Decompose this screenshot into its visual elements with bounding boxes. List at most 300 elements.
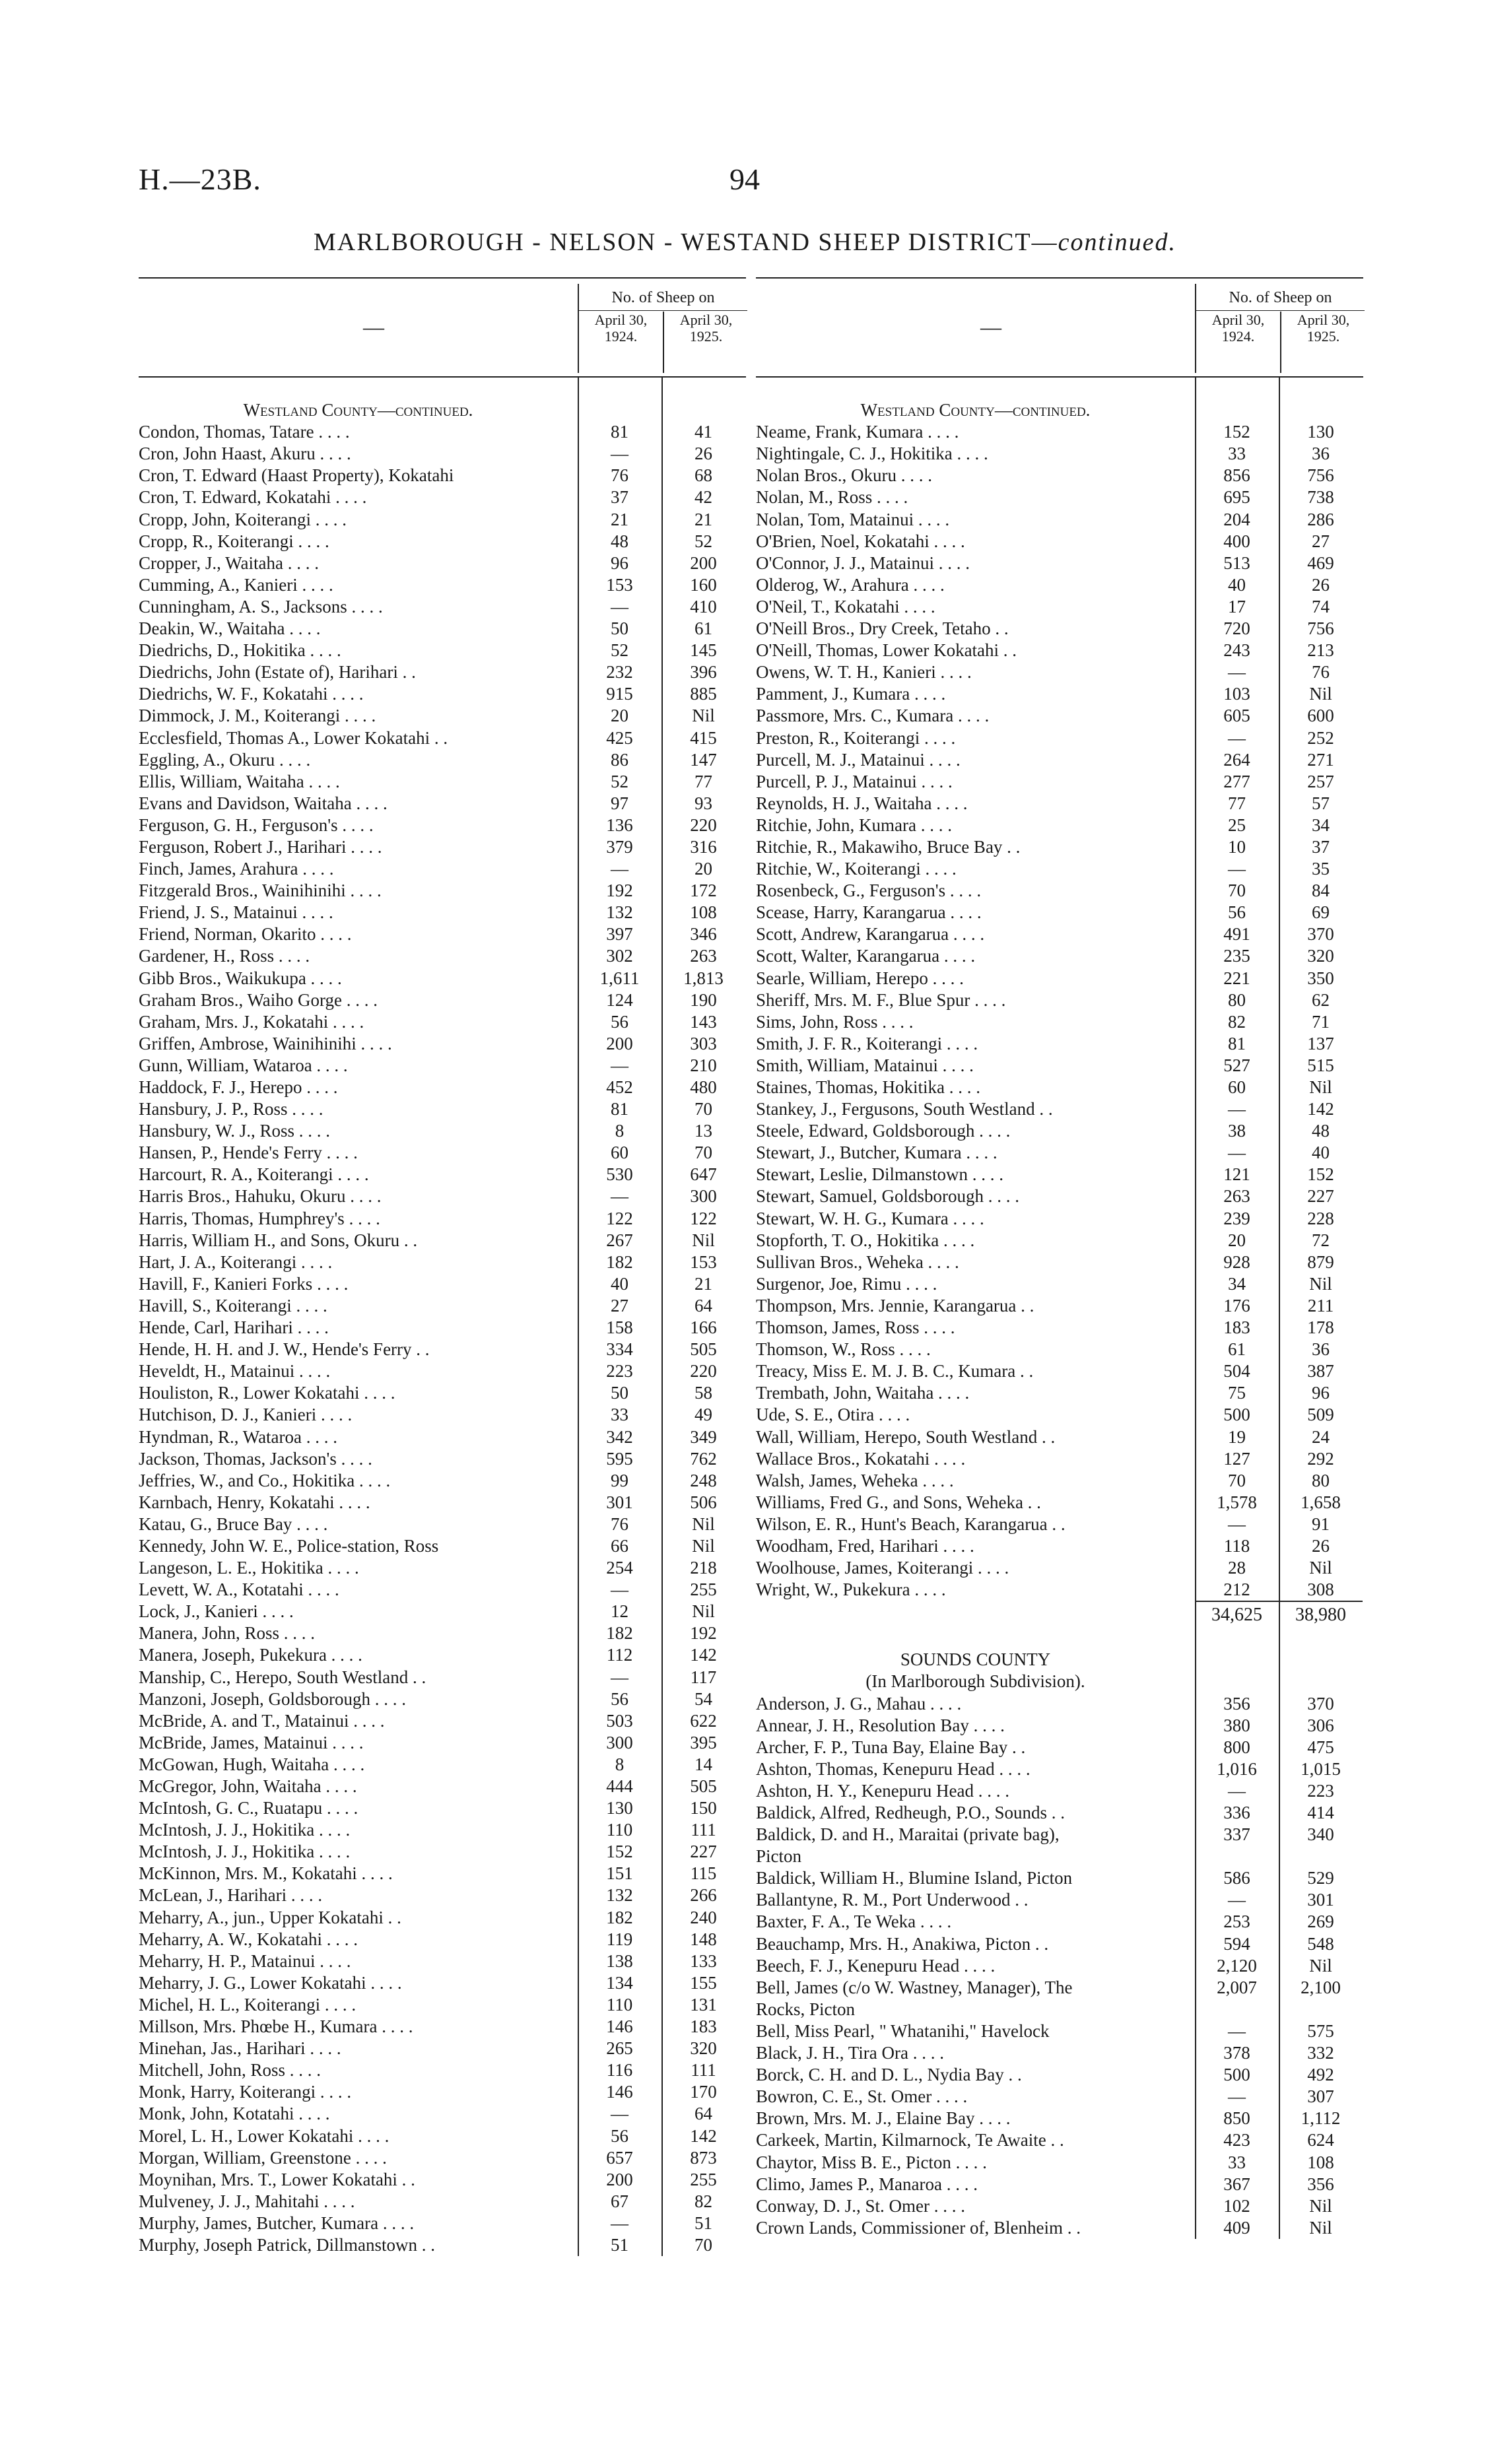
sheep-1925: 93 xyxy=(694,793,712,813)
entry-name: Climo, James P., Manaroa . . . . xyxy=(756,2174,978,2194)
entry-name: Walsh, James, Weheka . . . . xyxy=(756,1470,954,1490)
table-row xyxy=(139,1514,746,1535)
entry-name: Rocks, Picton xyxy=(756,1999,856,2019)
sheep-1924 xyxy=(1195,1846,1279,1867)
entry-name: Passmore, Mrs. C., Kumara . . . . xyxy=(756,706,990,726)
total-1925: 38,980 xyxy=(1279,1601,1363,1627)
sheep-1924: 56 xyxy=(1228,902,1246,923)
table-row xyxy=(139,2213,746,2234)
table-row xyxy=(756,1693,1363,1715)
sheep-1924: 118 xyxy=(1223,1535,1250,1556)
sheep-1925: 142 xyxy=(1307,1099,1334,1119)
sheep-1924: 76 xyxy=(611,465,628,486)
table-row xyxy=(139,771,746,793)
table-row xyxy=(756,749,1363,771)
table-row xyxy=(139,661,746,683)
sheep-1924: 151 xyxy=(606,1863,633,1884)
table-row xyxy=(756,989,1363,1011)
table-row xyxy=(139,1317,746,1339)
sheep-1924: 25 xyxy=(1228,815,1246,835)
table-row xyxy=(756,902,1363,923)
table-row xyxy=(756,1846,1363,1867)
sheep-1925: 220 xyxy=(690,1361,717,1382)
table-row xyxy=(756,1404,1363,1426)
entry-name: O'Neill Bros., Dry Creek, Tetaho . . xyxy=(756,618,1009,639)
sheep-1925: 36 xyxy=(1312,1339,1330,1360)
sheep-1924: 146 xyxy=(606,2082,633,2102)
table-row xyxy=(139,1448,746,1470)
table-row xyxy=(756,1737,1363,1758)
entry-name: Diedrichs, John (Estate of), Harihari . . xyxy=(139,662,416,683)
sheep-1925: 762 xyxy=(690,1448,717,1469)
entry-name: Steele, Edward, Goldsborough . . . . xyxy=(756,1121,1011,1141)
entry-name: Nolan Bros., Okuru . . . . xyxy=(756,465,932,486)
sheep-1925: 227 xyxy=(1307,1186,1334,1207)
sheep-1925: Nil xyxy=(1309,2195,1332,2216)
table-row xyxy=(756,552,1363,574)
table-row xyxy=(139,945,746,967)
entry-name: Manera, John, Ross . . . . xyxy=(139,1623,315,1644)
sheep-1925: 70 xyxy=(694,1143,712,1163)
sheep-1924: 56 xyxy=(611,1011,628,1032)
table-row xyxy=(756,815,1363,836)
table-row xyxy=(756,1867,1363,1889)
entry-name: Murphy, Joseph Patrick, Dillmanstown . . xyxy=(139,2234,435,2255)
table-row xyxy=(756,531,1363,552)
sheep-1924: 253 xyxy=(1223,1912,1250,1932)
sheep-1924: 176 xyxy=(1223,1295,1250,1315)
sheep-1924: 200 xyxy=(606,1033,633,1053)
entry-name: Evans and Davidson, Waitaha . . . . xyxy=(139,793,388,813)
sheep-1924: 80 xyxy=(1228,989,1246,1010)
table-row xyxy=(139,2016,746,2038)
sheep-1924: 400 xyxy=(1223,531,1250,551)
right-rows-sounds xyxy=(756,1693,1363,2239)
sheep-1925 xyxy=(1279,1999,1363,2020)
table-row xyxy=(756,2217,1363,2239)
sheep-1925: 122 xyxy=(690,1208,717,1228)
sheep-1924: 500 xyxy=(1223,1405,1250,1425)
table-row xyxy=(756,1230,1363,1251)
entry-name: McIntosh, G. C., Ruatapu . . . . xyxy=(139,1798,358,1818)
entry-name: Hansbury, J. P., Ross . . . . xyxy=(139,1099,323,1119)
table-row xyxy=(756,1317,1363,1339)
sheep-1925: 49 xyxy=(694,1405,712,1425)
entry-name: Woolhouse, James, Koiterangi . . . . xyxy=(756,1558,1009,1578)
table-row xyxy=(756,443,1363,465)
table-row xyxy=(139,1601,746,1622)
sheep-1924: 1,016 xyxy=(1217,1758,1257,1779)
sheep-1925: 148 xyxy=(690,1929,717,1949)
table-row xyxy=(139,2038,746,2059)
sheep-1925: 91 xyxy=(1312,1514,1330,1534)
sheep-1924: 52 xyxy=(611,640,628,661)
sheep-1924: 33 xyxy=(1228,2152,1246,2172)
table-row xyxy=(756,1824,1363,1846)
total-row xyxy=(756,1601,1363,1627)
sheep-1925: 210 xyxy=(690,1055,717,1075)
table-row xyxy=(139,1360,746,1382)
table-row xyxy=(139,1994,746,2016)
sheep-1925: 301 xyxy=(1307,1890,1334,1910)
sheep-1925: 70 xyxy=(694,1099,712,1119)
sheep-1925: 756 xyxy=(1307,465,1334,486)
sheep-1925: 84 xyxy=(1312,881,1330,901)
entry-name: Harris, Thomas, Humphrey's . . . . xyxy=(139,1208,380,1228)
entry-name: Brown, Mrs. M. J., Elaine Bay . . . . xyxy=(756,2108,1011,2129)
sheep-1924: 33 xyxy=(611,1405,628,1425)
sheep-1925: 178 xyxy=(1307,1317,1334,1338)
entry-name: Staines, Thomas, Hokitika . . . . xyxy=(756,1077,980,1097)
sheep-1925: 879 xyxy=(1307,1251,1334,1272)
table-row xyxy=(139,2103,746,2125)
entry-name: Hart, J. A., Koiterangi . . . . xyxy=(139,1251,333,1272)
sheep-1925: Nil xyxy=(692,1230,715,1250)
sheep-1924: 425 xyxy=(606,727,633,748)
sheep-1924: 40 xyxy=(611,1273,628,1294)
sheep-1924: 40 xyxy=(1228,574,1246,595)
sheep-1924: 96 xyxy=(611,552,628,573)
sheep-1924: 2,120 xyxy=(1217,1955,1257,1976)
table-row xyxy=(756,574,1363,596)
table-row xyxy=(756,836,1363,858)
sheep-1925: 480 xyxy=(690,1077,717,1097)
year-1924-header: April 30, 1924. xyxy=(594,312,648,345)
sheep-1925: 35 xyxy=(1312,859,1330,879)
table-row xyxy=(756,640,1363,661)
sheep-1925: 51 xyxy=(694,2213,712,2233)
table-row xyxy=(139,1863,746,1884)
sheep-1925: 349 xyxy=(690,1426,717,1447)
entry-name: Smith, J. F. R., Koiterangi . . . . xyxy=(756,1033,978,1053)
sheep-1924: 21 xyxy=(611,509,628,529)
table-row xyxy=(139,640,746,661)
entry-name: Searle, William, Herepo . . . . xyxy=(756,968,964,988)
entry-name: Chaytor, Miss B. E., Picton . . . . xyxy=(756,2152,987,2172)
sheep-1925: 20 xyxy=(694,859,712,879)
sheep-1925: Nil xyxy=(1309,1077,1332,1097)
sheep-1924: 239 xyxy=(1223,1208,1250,1228)
sheep-1924: 75 xyxy=(1228,1383,1246,1403)
entry-name: Cunningham, A. S., Jacksons . . . . xyxy=(139,596,383,616)
sheep-1924: 152 xyxy=(1223,422,1250,442)
table-row xyxy=(139,1907,746,1929)
sheep-1925: 137 xyxy=(1307,1033,1334,1053)
sheep-1925: 26 xyxy=(1312,574,1330,595)
table-row xyxy=(139,1120,746,1142)
sheep-1924: 20 xyxy=(1228,1230,1246,1250)
entry-name: Scott, Andrew, Karangarua . . . . xyxy=(756,924,985,945)
sheep-1925: 14 xyxy=(694,1754,712,1774)
sheep-1925: 292 xyxy=(1307,1448,1334,1469)
sheep-1924: 720 xyxy=(1223,618,1250,639)
entry-name: Carkeek, Martin, Kilmarnock, Te Awaite . . xyxy=(756,2130,1064,2150)
sheep-1924: 70 xyxy=(1228,1470,1246,1490)
sheep-1925: 266 xyxy=(690,1885,717,1906)
sheep-1925: 414 xyxy=(1307,1803,1334,1822)
table-row xyxy=(756,1911,1363,1933)
sheep-1925: 873 xyxy=(690,2147,717,2168)
sheep-1924: — xyxy=(611,2104,628,2124)
entry-name: Wall, William, Herepo, South Westland . . xyxy=(756,1426,1056,1447)
sheep-1924: 97 xyxy=(611,793,628,813)
table-row xyxy=(139,1230,746,1251)
table-row xyxy=(139,443,746,465)
table-row xyxy=(139,2169,746,2191)
table-row xyxy=(139,683,746,705)
sheep-1925: 143 xyxy=(690,1011,717,1032)
entry-name: Katau, G., Bruce Bay . . . . xyxy=(139,1514,328,1534)
table-row xyxy=(139,858,746,880)
entry-name: Mulveney, J. J., Mahitahi . . . . xyxy=(139,2191,355,2211)
entry-name: Hende, H. H. and J. W., Hende's Ferry . . xyxy=(139,1339,430,1360)
sheep-1924: 33 xyxy=(1228,444,1246,464)
entry-name: Ashton, H. Y., Kenepuru Head . . . . xyxy=(756,1780,1009,1801)
entry-name: Bowron, C. E., St. Omer . . . . xyxy=(756,2086,968,2107)
sheep-1924: 102 xyxy=(1223,2195,1250,2216)
table-row xyxy=(756,705,1363,727)
entry-name: Cropp, John, Koiterangi . . . . xyxy=(139,509,347,529)
table-row xyxy=(139,1535,746,1557)
sheep-1924: — xyxy=(1228,662,1246,683)
sheep-1924: 605 xyxy=(1223,706,1250,726)
sheep-1925: 1,658 xyxy=(1301,1492,1341,1512)
table-row xyxy=(139,1273,746,1295)
sheep-1925: 756 xyxy=(1307,618,1334,639)
table-header xyxy=(139,279,746,378)
entry-name: Gardener, H., Ross . . . . xyxy=(139,946,310,966)
sheep-1924: 928 xyxy=(1223,1251,1250,1272)
table-row xyxy=(139,1185,746,1207)
entry-name: Sullivan Bros., Weheka . . . . xyxy=(756,1251,959,1272)
entry-name: Black, J. H., Tira Ora . . . . xyxy=(756,2043,944,2063)
table-row xyxy=(139,1382,746,1404)
table-row xyxy=(139,1929,746,1950)
table-row xyxy=(139,509,746,531)
table-row xyxy=(756,1055,1363,1077)
sheep-1925: 172 xyxy=(690,881,717,901)
entry-name: Ritchie, R., Makawiho, Bruce Bay . . xyxy=(756,836,1021,857)
sheep-1925: 269 xyxy=(1307,1912,1334,1932)
sheep-1924: 379 xyxy=(606,836,633,857)
entry-name: Purcell, M. J., Matainui . . . . xyxy=(756,749,961,770)
sheep-1925: 48 xyxy=(1312,1121,1330,1141)
entry-name: Pamment, J., Kumara . . . . xyxy=(756,684,946,704)
sheep-1925: 77 xyxy=(694,771,712,791)
entry-name: Graham Bros., Waiho Gorge . . . . xyxy=(139,989,378,1010)
sheep-1924: 265 xyxy=(606,2038,633,2059)
sheep-1925: 69 xyxy=(1312,902,1330,923)
page-title xyxy=(0,228,1490,257)
table-row xyxy=(756,1360,1363,1382)
sheep-1924: 1,578 xyxy=(1217,1492,1257,1512)
entry-name: Wilson, E. R., Hunt's Beach, Karangarua . . xyxy=(756,1514,1066,1534)
table-row xyxy=(139,815,746,836)
sheep-1925: 152 xyxy=(1307,1164,1334,1185)
table-row xyxy=(139,2147,746,2169)
sheep-1924: 112 xyxy=(606,1645,633,1665)
table-row xyxy=(139,1644,746,1666)
sheep-1925: 475 xyxy=(1307,1737,1334,1757)
table-row xyxy=(139,1557,746,1579)
sheep-1925: 257 xyxy=(1307,771,1334,791)
entry-name: Hansbury, W. J., Ross . . . . xyxy=(139,1121,331,1141)
entry-name: Havill, S., Koiterangi . . . . xyxy=(139,1295,327,1315)
entry-name: Houliston, R., Lower Kokatahi . . . . xyxy=(139,1383,395,1403)
sheep-1924: 99 xyxy=(611,1470,628,1490)
sheep-1924: 800 xyxy=(1223,1737,1250,1757)
table-row xyxy=(139,1339,746,1360)
entry-name: Kennedy, John W. E., Police-station, Ross xyxy=(139,1535,439,1556)
table-row xyxy=(139,1077,746,1098)
entry-name: Morel, L. H., Lower Kokatahi . . . . xyxy=(139,2125,389,2146)
sheep-1924: 380 xyxy=(1223,1715,1250,1735)
sheep-1924: — xyxy=(1228,1143,1246,1163)
left-rows xyxy=(139,421,746,2256)
sheep-1924: 856 xyxy=(1223,465,1250,486)
table-row xyxy=(139,836,746,858)
sheep-1925: 62 xyxy=(1312,989,1330,1010)
sheep-1924: 136 xyxy=(606,815,633,835)
entry-name: Harris Bros., Hahuku, Okuru . . . . xyxy=(139,1186,382,1207)
entry-name: Cropp, R., Koiterangi . . . . xyxy=(139,531,329,551)
entry-name: Baxter, F. A., Te Weka . . . . xyxy=(756,1912,952,1932)
entry-name: Stankey, J., Fergusons, South Westland . . xyxy=(756,1099,1053,1119)
table-row xyxy=(756,727,1363,749)
sheep-1924: — xyxy=(1228,1780,1246,1801)
entry-name: Havill, F., Kanieri Forks . . . . xyxy=(139,1273,349,1294)
sheep-1925: 263 xyxy=(690,946,717,966)
sheep-1924: 182 xyxy=(606,1623,633,1644)
sheep-1925: 160 xyxy=(690,574,717,595)
entry-name: Cropper, J., Waitaha . . . . xyxy=(139,552,319,573)
sheep-1924: 8 xyxy=(615,1121,625,1141)
sheep-1924: 81 xyxy=(611,422,628,442)
table-row xyxy=(139,902,746,923)
sheep-1925: 240 xyxy=(690,1907,717,1927)
sheep-1924: 444 xyxy=(606,1776,633,1796)
sheep-1925: 624 xyxy=(1307,2130,1334,2150)
sheep-1925: 307 xyxy=(1307,2086,1334,2107)
sheep-1925: 509 xyxy=(1307,1405,1334,1425)
table-row xyxy=(139,1208,746,1230)
table-row xyxy=(756,486,1363,508)
sheep-1925: 227 xyxy=(690,1842,717,1862)
entry-name: Wallace Bros., Kokatahi . . . . xyxy=(756,1448,966,1469)
sheep-1925: 108 xyxy=(1307,2152,1334,2172)
sheep-1924: 51 xyxy=(611,2234,628,2255)
sheep-1925: 61 xyxy=(694,618,712,639)
table-row xyxy=(139,2081,746,2103)
sheep-1925: 108 xyxy=(690,902,717,923)
entry-name: Michel, H. L., Koiterangi . . . . xyxy=(139,1994,356,2014)
sheep-1925: 1,813 xyxy=(683,968,724,988)
entry-name: Fitzgerald Bros., Wainihinihi . . . . xyxy=(139,881,382,901)
sheep-1925: 111 xyxy=(691,2060,716,2081)
sheep-1925: Nil xyxy=(1309,1558,1332,1578)
table-row xyxy=(756,1557,1363,1579)
entry-name: Bell, James (c/o W. Wastney, Manager), The xyxy=(756,1977,1073,1997)
table-row xyxy=(756,2064,1363,2086)
sheep-count-header xyxy=(578,284,747,373)
entry-name: Nolan, Tom, Matainui . . . . xyxy=(756,509,950,529)
sheep-1924: — xyxy=(611,859,628,879)
sheep-1925: 248 xyxy=(690,1470,717,1490)
table-row xyxy=(139,531,746,552)
entry-name: Surgenor, Joe, Rimu . . . . xyxy=(756,1273,937,1294)
table-row xyxy=(756,1933,1363,1955)
sheep-1925: 64 xyxy=(694,1295,712,1315)
sheep-1924: — xyxy=(1228,2086,1246,2107)
sheep-1924: 235 xyxy=(1223,946,1250,966)
entry-name: Nolan, M., Ross . . . . xyxy=(756,487,908,508)
sheep-1924: 342 xyxy=(606,1426,633,1447)
table-row xyxy=(139,923,746,945)
entry-name: O'Connor, J. J., Matainui . . . . xyxy=(756,552,970,573)
title-suffix: continued. xyxy=(1058,228,1176,256)
sheep-1924: 60 xyxy=(611,1143,628,1163)
table-row xyxy=(756,1077,1363,1098)
table-row xyxy=(756,618,1363,640)
entry-name: Ellis, William, Waitaha . . . . xyxy=(139,771,340,791)
entry-name: Williams, Fred G., and Sons, Weheka . . xyxy=(756,1492,1041,1512)
sheep-1924: — xyxy=(611,444,628,464)
entry-name: Stewart, J., Butcher, Kumara . . . . xyxy=(756,1143,998,1163)
entry-name: Dimmock, J. M., Koiterangi . . . . xyxy=(139,706,376,726)
sheep-1925: 271 xyxy=(1307,749,1334,770)
sheep-1924: 10 xyxy=(1228,836,1246,857)
sheep-1924: — xyxy=(1228,2020,1246,2041)
entry-name: McKinnon, Mrs. M., Kokatahi . . . . xyxy=(139,1863,393,1884)
sheep-1925: 515 xyxy=(1307,1055,1334,1075)
entry-name: Manship, C., Herepo, South Westland . . xyxy=(139,1667,426,1687)
table-row xyxy=(139,880,746,902)
table-row xyxy=(139,1688,746,1710)
sheep-1925: 145 xyxy=(690,640,717,661)
table-row xyxy=(139,1011,746,1033)
entry-name: McGowan, Hugh, Waitaha . . . . xyxy=(139,1754,365,1774)
table-row xyxy=(756,2152,1363,2174)
sheep-1924: 302 xyxy=(606,946,633,966)
entry-name: Manzoni, Joseph, Goldsborough . . . . xyxy=(139,1688,406,1709)
sheep-1924: 277 xyxy=(1223,771,1250,791)
entry-name: Ude, S. E., Otira . . . . xyxy=(756,1405,910,1425)
sheep-1925: 34 xyxy=(1312,815,1330,835)
entry-name: Hende, Carl, Harihari . . . . xyxy=(139,1317,329,1338)
sheep-1925: 505 xyxy=(690,1776,717,1796)
table-row xyxy=(756,1889,1363,1911)
table-row xyxy=(756,1492,1363,1514)
sheep-1924: 152 xyxy=(606,1842,633,1862)
table-row xyxy=(756,1033,1363,1055)
table-row xyxy=(756,1955,1363,1977)
entry-name: Meharry, A. W., Kokatahi . . . . xyxy=(139,1929,358,1949)
entry-name: Mitchell, John, Ross . . . . xyxy=(139,2060,322,2081)
table-row xyxy=(139,968,746,989)
right-table-body xyxy=(756,378,1363,2239)
sheep-1925: 183 xyxy=(690,2016,717,2037)
sheep-1924: 138 xyxy=(606,1950,633,1971)
sheep-1925: 255 xyxy=(690,2169,717,2189)
table-row xyxy=(139,1710,746,1732)
table-row xyxy=(139,1776,746,1797)
sheep-1925: 96 xyxy=(1312,1383,1330,1403)
entry-name: Hutchison, D. J., Kanieri . . . . xyxy=(139,1405,353,1425)
entry-name: Wright, W., Pukekura . . . . xyxy=(756,1580,946,1600)
entry-name: Hyndman, R., Wataroa . . . . xyxy=(139,1426,338,1447)
table-row xyxy=(756,1514,1363,1535)
sheep-1924: 124 xyxy=(606,989,633,1010)
